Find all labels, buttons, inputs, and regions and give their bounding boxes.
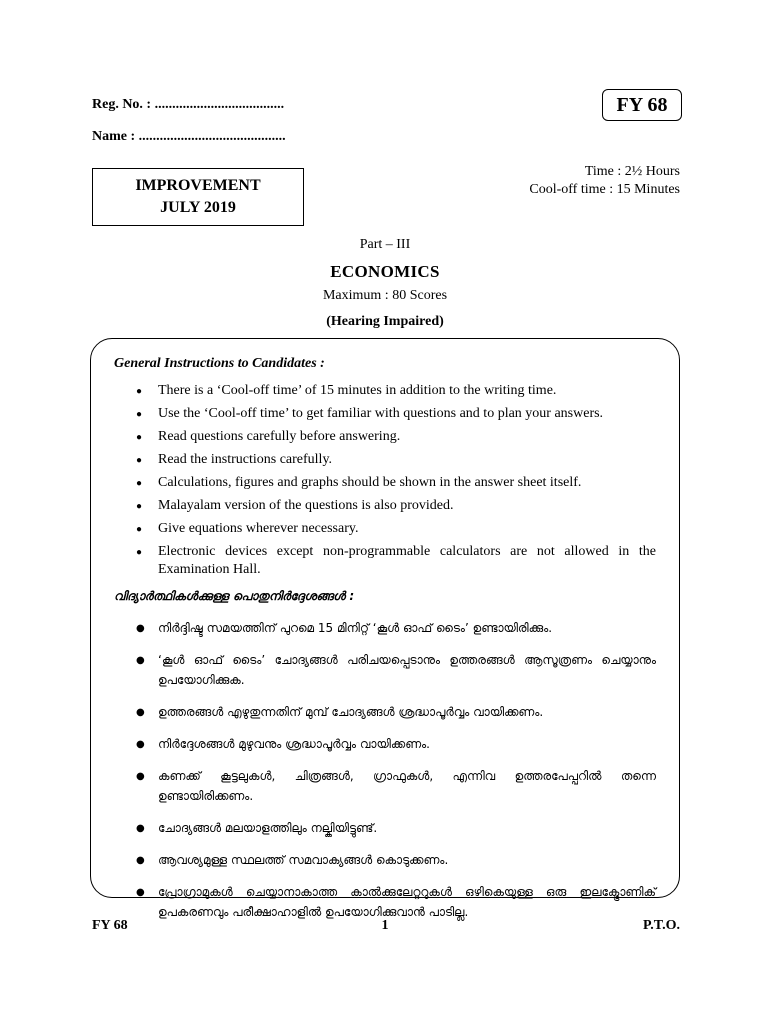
list-item: ● ഉത്തരങ്ങൾ എഴുതുന്നതിന് മുമ്പ് ചോദ്യങ്ങൾ ശ്രദ്ധാപൂർവ്വം വായിക്കണം. <box>136 702 656 722</box>
list-item: ● Use the ‘Cool-off time’ to get familiar with questions and to plan your answers. <box>136 405 656 423</box>
exam-date: JULY 2019 <box>160 199 236 216</box>
list-item: ● Give equations wherever necessary. <box>136 520 656 538</box>
list-item: ● ‘കൂൾ ഓഫ് ടൈം’ ചോദ്യങ്ങൾ പരിചയപ്പെടാനും ഉത്തരങ്ങൾ ആസൂത്രണം ചെയ്യാനും ഉപയോഗിക്കുക. <box>136 650 656 690</box>
list-item: ● Calculations, figures and graphs should be shown in the answer sheet itself. <box>136 474 656 492</box>
list-item: ● Read the instructions carefully. <box>136 451 656 469</box>
list-item: ● There is a ‘Cool-off time’ of 15 minutes in addition to the writing time. <box>136 382 656 400</box>
candidate-category: (Hearing Impaired) <box>326 314 444 329</box>
page-number: 1 <box>381 918 389 933</box>
time-duration: Time : 2½ Hours <box>584 164 680 179</box>
list-item: ● Read questions carefully before answering. <box>136 428 656 446</box>
exam-session-box <box>92 168 304 226</box>
list-item: ● കണക്ക് കൂട്ടലുകൾ, ചിത്രങ്ങൾ, ഗ്രാഫുകൾ, എന്നിവ ഉത്തരപേപ്പറിൽ തന്നെ ഉണ്ടായിരിക്കണം. <box>136 766 656 806</box>
list-item: ● നിർദ്ദിഷ്ട സമയത്തിന് പുറമെ 15 മിനിറ്റ് ‘കൂൾ ഓഫ് ടൈം’ ഉണ്ടായിരിക്കും. <box>136 618 656 638</box>
part-label: Part – III <box>359 237 411 252</box>
malayalam-instructions-list <box>136 618 656 934</box>
subject-title: ECONOMICS <box>330 262 440 281</box>
list-item: ● ചോദ്യങ്ങൾ മലയാളത്തിലും നല്കിയിട്ടുണ്ട്. <box>136 818 656 838</box>
reg-no-field: Reg. No. : ..................................... <box>92 97 285 112</box>
english-instructions-list <box>136 382 656 584</box>
exam-type: IMPROVEMENT <box>135 177 261 194</box>
name-field: Name : .......................................... <box>92 129 286 144</box>
footer-paper-code: FY 68 <box>92 918 128 933</box>
list-item: ● Electronic devices except non-programmable calculators are not allowed in the Examination Hall. <box>136 543 656 579</box>
list-item: ● നിർദ്ദേശങ്ങൾ മുഴുവനും ശ്രദ്ധാപൂർവ്വം വായിക്കണം. <box>136 734 656 754</box>
malayalam-instructions-heading: വിദ്യാർത്ഥികൾക്കുള്ള പൊതുനിർദ്ദേശങ്ങൾ : <box>114 589 355 603</box>
paper-code: FY 68 <box>616 93 668 116</box>
time-info <box>529 163 680 199</box>
list-item: ● ആവശ്യമുള്ള സ്ഥലത്ത് സമവാക്യങ്ങൾ കൊടുക്കണം. <box>136 850 656 870</box>
english-instructions-heading: General Instructions to Candidates : <box>114 356 325 371</box>
list-item: ● പ്രോഗ്രാമുകൾ ചെയ്യാനാകാത്ത കാൽക്കുലേറ്ററുകൾ ഒഴികെയുള്ള ഒരു ഇലക്ട്രോണിക് ഉപകരണവും പരീക്ഷാഹാളിൽ ഉപയോഗിക്കുവാൻ പാടില്ല. <box>136 882 656 922</box>
paper-code-box <box>602 89 682 121</box>
cool-off-time: Cool-off time : 15 Minutes <box>529 182 680 197</box>
max-score: Maximum : 80 Scores <box>322 288 448 303</box>
please-turn-over: P.T.O. <box>643 918 680 933</box>
list-item: ● Malayalam version of the questions is also provided. <box>136 497 656 515</box>
